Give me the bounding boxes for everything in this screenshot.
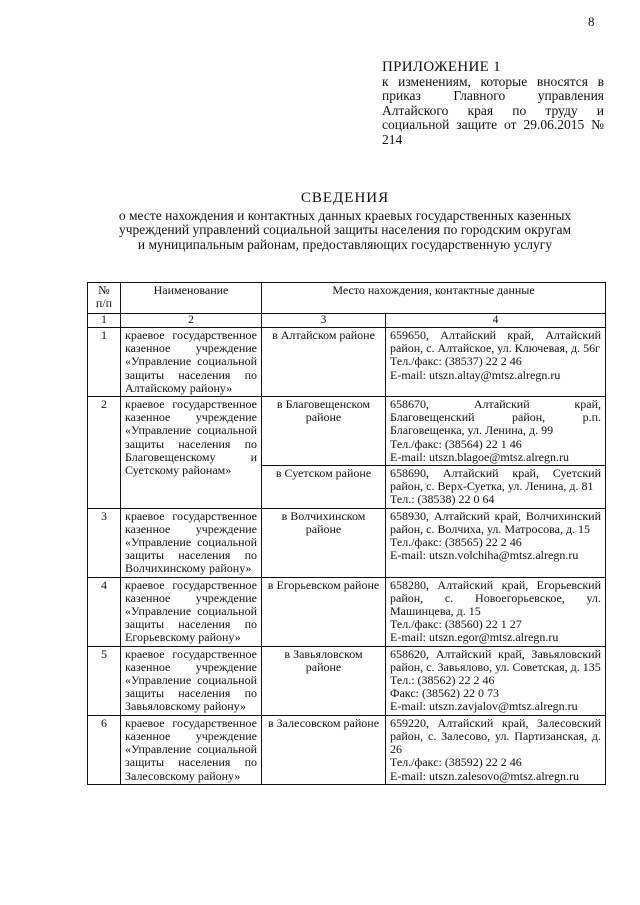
table-row [88, 508, 606, 577]
email-text: E-mail: utszn.egor@mtsz.alregn.ru [390, 630, 559, 645]
contact-details [386, 328, 606, 397]
address-text: 658280, Алтайский край, Егорьевский район, с. Новоегорьевское, ул. Машинцева, д. 15 [390, 577, 602, 619]
email-text: E-mail: utszn.blagoe@mtsz.alregn.ru [390, 449, 569, 464]
phone-text: Тел.: (38562) 22 2 46 [390, 673, 495, 688]
header-name: Наименование [121, 283, 262, 314]
appendix-title: ПРИЛОЖЕНИЕ 1 [382, 59, 501, 75]
row-number: 2 [88, 397, 121, 509]
index-cell: 2 [121, 314, 262, 328]
fax-text: Факс: (38562) 22 0 73 [390, 686, 499, 701]
district-name: в Алтайском районе [262, 328, 386, 397]
email-text: E-mail: utszn.zalesovo@mtsz.alregn.ru [390, 768, 579, 783]
table-row [88, 646, 606, 715]
email-text: E-mail: utszn.altay@mtsz.alregn.ru [390, 367, 561, 382]
appendix-text: к изменениям, которые вносятся в приказ Главного управления Алтайского края по труду и социальной защите от 29.06.2015 № 214 [382, 73, 604, 147]
email-text: E-mail: utszn.volchiha@mtsz.alregn.ru [390, 548, 579, 563]
contact-details [386, 715, 606, 784]
address-text: 659650, Алтайский край, Алтайский район, с. Алтайское, ул. Ключевая, д. 56г [390, 328, 602, 356]
contact-details [386, 508, 606, 577]
contact-details [386, 646, 606, 715]
phone-text: Тел./факс: (38564) 22 1 46 [390, 436, 522, 451]
institutions-table [87, 282, 606, 785]
table-header-row [88, 283, 606, 314]
row-number: 6 [88, 715, 121, 784]
address-text: 658670, Алтайский край, Благовещенский район, р.п. Благовещенка, ул. Ленина, д. 99 [390, 397, 602, 438]
institution-name: краевое государственное казенное учреждение «Управление социальной защиты населения по Завьяловскому району» [121, 646, 262, 715]
row-number: 5 [88, 646, 121, 715]
phone-text: Тел./факс: (38537) 22 2 46 [390, 354, 522, 369]
district-name: в Залесовском районе [262, 715, 386, 784]
index-cell: 1 [88, 314, 121, 328]
institution-name: краевое государственное казенное учреждение «Управление социальной защиты населения по Егорьевскому району» [121, 577, 262, 646]
address-text: 658690, Алтайский край, Суетский район, с. Верх-Суетка, ул. Ленина, д. 81 [390, 466, 602, 494]
institution-name: краевое государственное казенное учреждение «Управление социальной защиты населения по Волчихинскому району» [121, 508, 262, 577]
table-row [88, 577, 606, 646]
address-text: 658930, Алтайский край, Волчихинский район, с. Волчиха, ул. Матросова, д. 15 [390, 508, 602, 536]
row-number: 4 [88, 577, 121, 646]
index-cell: 3 [262, 314, 386, 328]
contact-details [386, 577, 606, 646]
institution-name: краевое государственное казенное учреждение «Управление социальной защиты населения по Залесовскому району» [121, 715, 262, 784]
appendix-block [382, 60, 604, 148]
address-text: 659220, Алтайский край, Залесовский район, с. Залесово, ул. Партизанская, д. 26 [390, 715, 602, 757]
document-subtitle: о месте нахождения и контактных данных краевых государственных казенных учреждений управлений социальной защиты населения по городским округам и муниципальным районам, предоставляющих государственную услугу [118, 208, 572, 252]
contact-details [386, 397, 606, 466]
institution-name: краевое государственное казенное учреждение «Управление социальной защиты населения по Благовещенскому и Суетскому районам» [121, 397, 262, 509]
address-text: 658620, Алтайский край, Завьяловский район, с. Завьялово, ул. Советская, д. 135 [390, 646, 602, 674]
row-number: 3 [88, 508, 121, 577]
phone-text: Тел./факс: (38592) 22 2 46 [390, 755, 522, 770]
header-num: № п/п [88, 283, 121, 314]
row-number: 1 [88, 328, 121, 397]
document-heading: СВЕДЕНИЯ [300, 190, 390, 206]
table-row [88, 328, 606, 397]
institution-name: краевое государственное казенное учреждение «Управление социальной защиты населения по Алтайскому району» [121, 328, 262, 397]
district-name: в Завьяловском районе [262, 646, 386, 715]
table-index-row [88, 314, 606, 328]
header-location: Место нахождения, контактные данные [262, 283, 606, 314]
district-name: в Благовещенском районе [262, 397, 386, 466]
table-row [88, 715, 606, 784]
district-name: в Волчихинском районе [262, 508, 386, 577]
table-row [88, 397, 606, 466]
email-text: E-mail: utszn.zavjalov@mtsz.alregn.ru [390, 699, 578, 714]
phone-text: Тел./факс: (38565) 22 2 46 [390, 535, 522, 550]
district-name: в Суетском районе [262, 466, 386, 509]
contact-details [386, 466, 606, 509]
district-name: в Егорьевском районе [262, 577, 386, 646]
phone-text: Тел./факс: (38560) 22 1 27 [390, 617, 522, 632]
phone-text: Тел.: (38538) 22 0 64 [390, 492, 495, 507]
index-cell: 4 [386, 314, 606, 328]
page-number: 8 [588, 14, 595, 29]
